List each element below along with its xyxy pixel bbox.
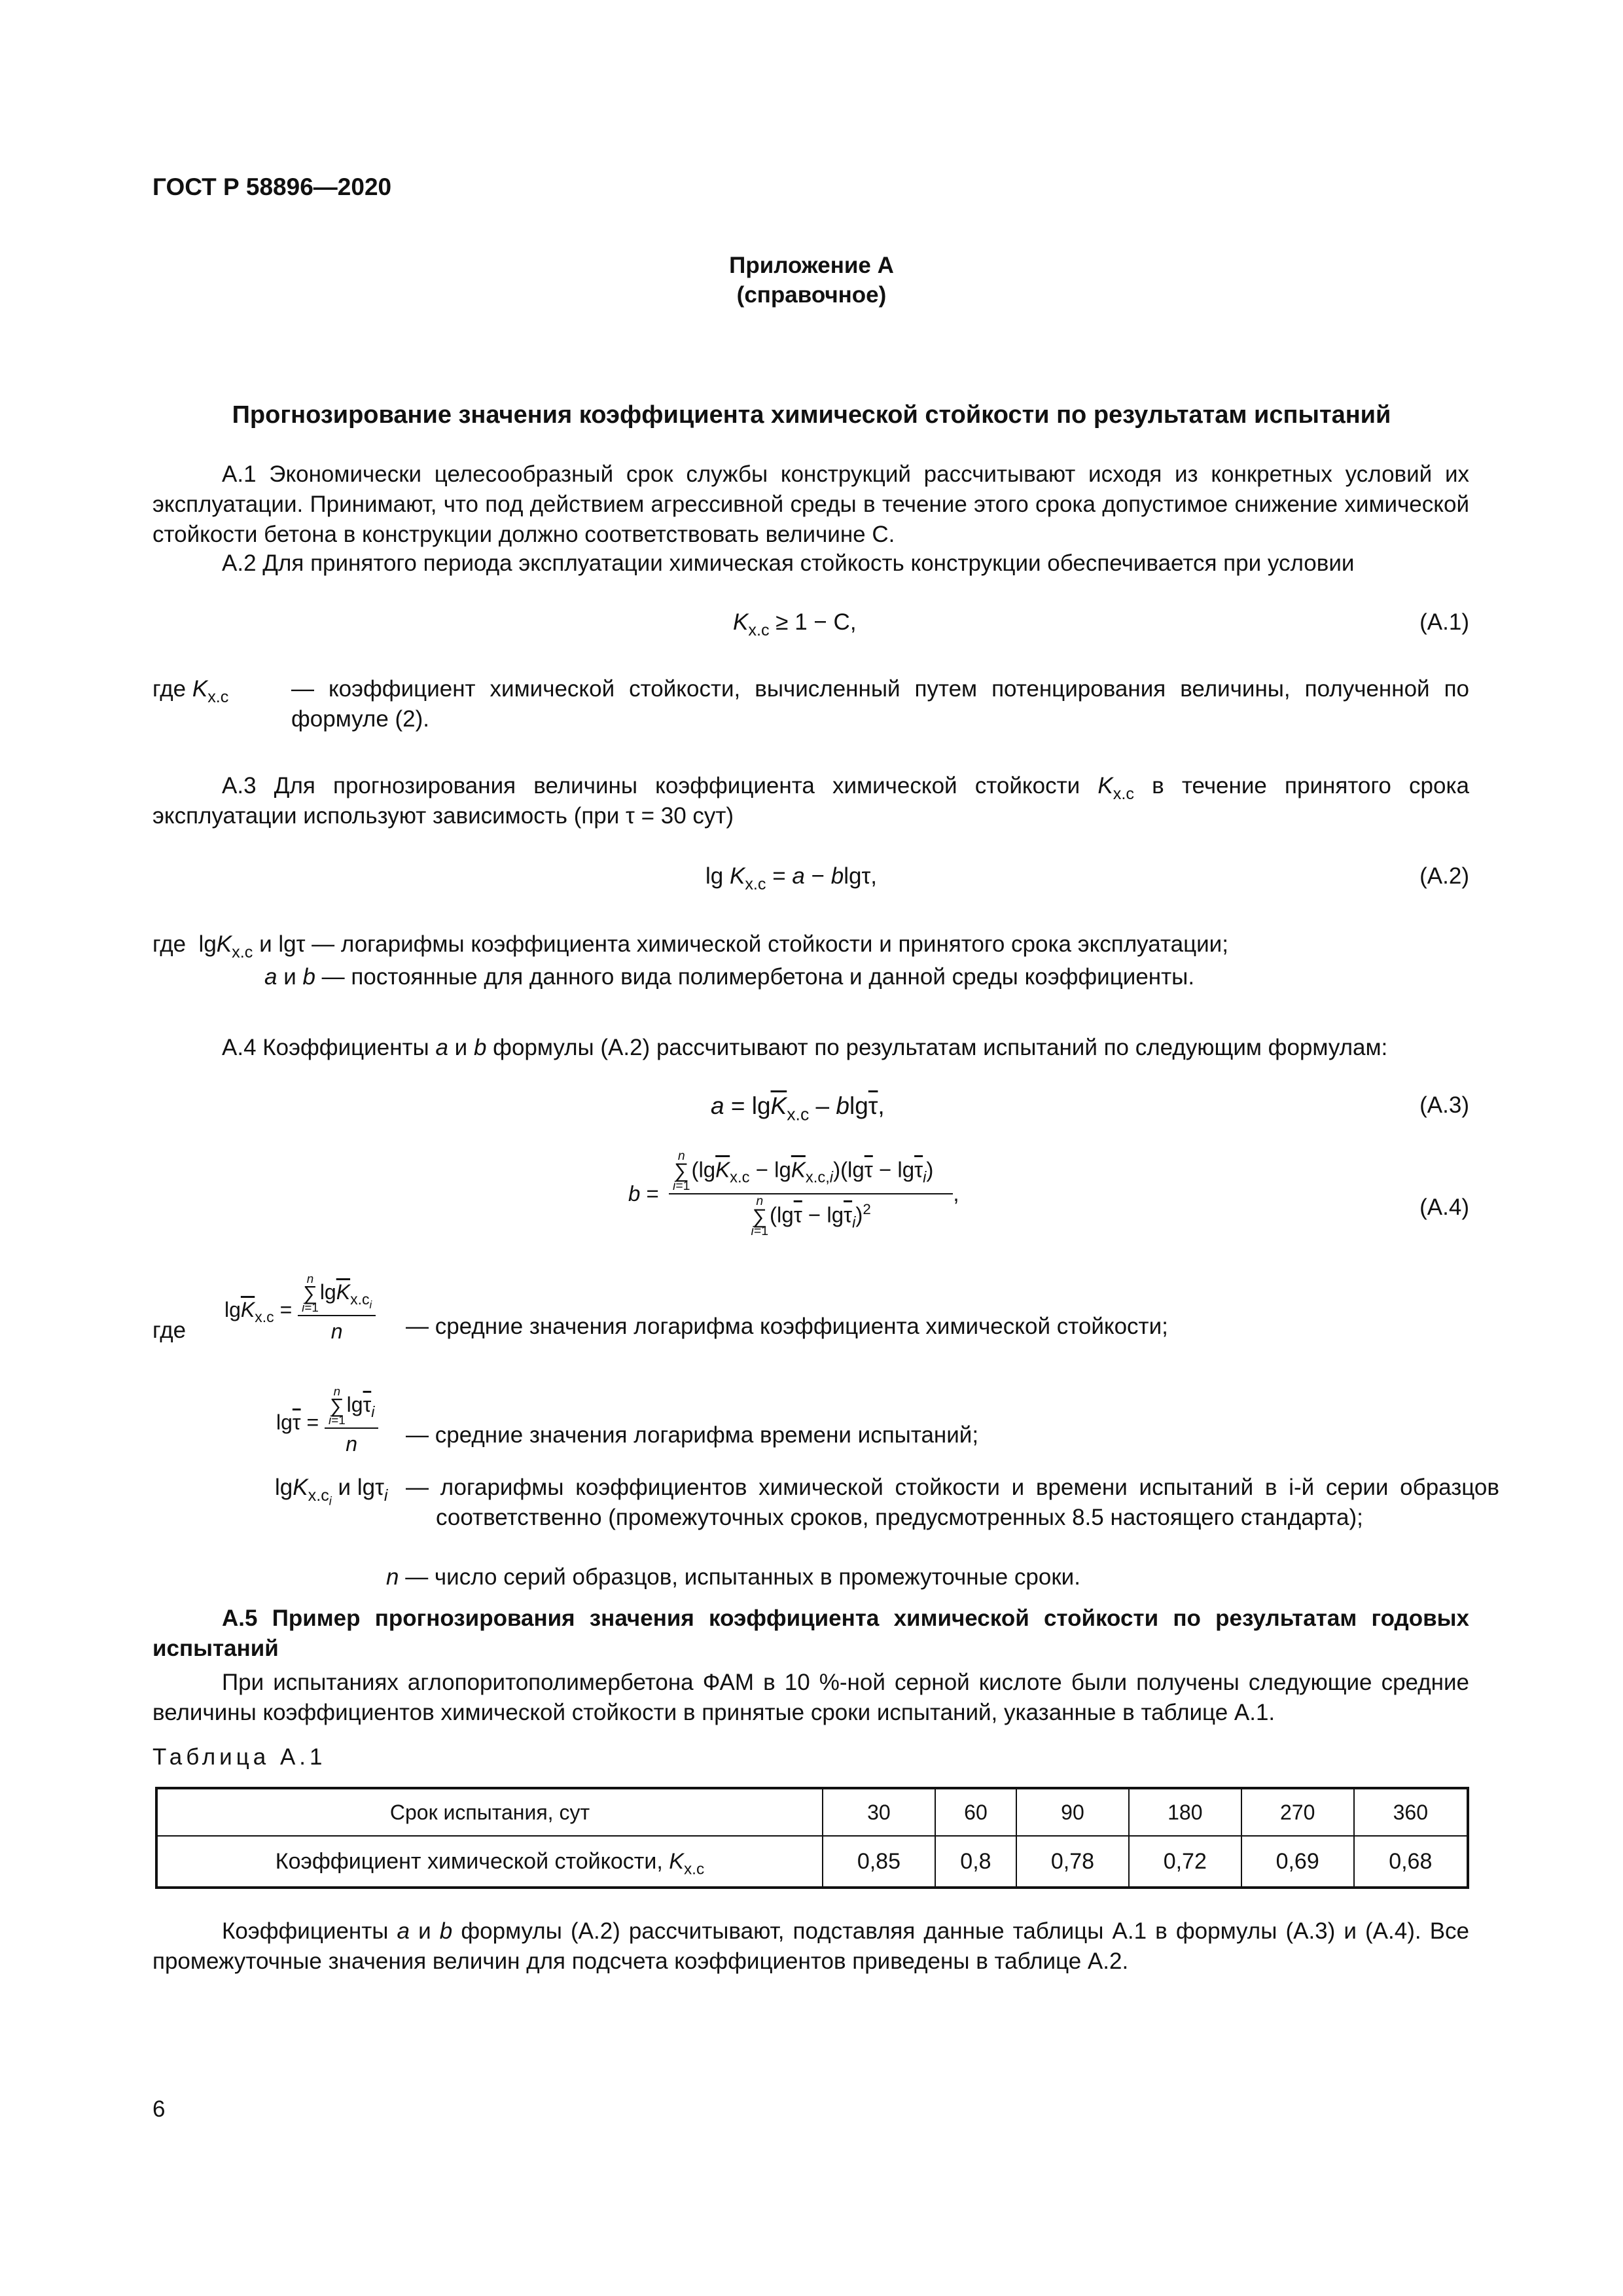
document-code: ГОСТ Р 58896—2020	[152, 173, 392, 200]
formula-subscript: х.с	[745, 874, 766, 893]
fraction: n ∑ i=1 $(\lg\overline{K}_{х.с} - \lg\overline{K}_{х.с,i})(\lg\overline{\tau} - \lg\overline{\tau}_i)$ n ∑ i=1 $(\lg\overline{\tau} - \lg\overline{\tau}_i)^2$	[669, 1151, 953, 1237]
annex-type: (справочное)	[736, 282, 887, 308]
paragraph-a4	[152, 1033, 1469, 1063]
table-cell: 0,72	[1129, 1836, 1241, 1888]
paragraph-final	[152, 1916, 1469, 1977]
clause-text: Для принятого периода эксплуатации химическая стойкость конструкции обеспечивается при условии	[262, 550, 1355, 576]
table-cell: 0,78	[1016, 1836, 1129, 1888]
table-cell: 30	[823, 1788, 935, 1836]
formula-subscript: х.с	[748, 620, 770, 639]
where-a4-item3-term: lgK$_{х.с_i}$ и lgτ$_i$	[275, 1475, 388, 1508]
table-cell: 0,69	[1241, 1836, 1354, 1888]
table-cell: 180	[1129, 1788, 1241, 1836]
table-cell: 60	[935, 1788, 1016, 1836]
paragraph-a3	[152, 771, 1469, 831]
definition-text: — постоянные для данного вида полимербетона и данной среды коэффициенты.	[321, 964, 1195, 990]
formula-label-a1: (А.1)	[1419, 609, 1469, 635]
formula-label-a4: (А.4)	[1419, 1194, 1469, 1220]
formula-symbol: K	[729, 863, 745, 889]
formula-symbol: K	[733, 609, 749, 635]
formula-symbol: a	[435, 1035, 448, 1060]
table-row	[156, 1788, 1468, 1836]
where-a1-term	[152, 674, 228, 704]
table-cell: 0,68	[1354, 1836, 1468, 1888]
formula-label-a3: (А.3)	[1419, 1092, 1469, 1118]
paragraph-a2	[152, 548, 1469, 579]
formula-symbol: a	[397, 1918, 410, 1944]
section-title: Прогнозирование значения коэффициента химической стойкости по результатам испытаний	[232, 401, 1391, 429]
clause-text: формулы (А.2) рассчитывают по результатам испытаний по следующим формулам:	[493, 1035, 1388, 1060]
where-word: где	[152, 676, 187, 702]
formula-symbol: b	[830, 863, 844, 889]
formula-text: lgτ,	[844, 863, 878, 889]
annex-title: Приложение А	[729, 253, 894, 278]
fraction: n ∑ i=1 $\lg\overline{\tau}_i$ n	[325, 1386, 378, 1458]
formula-symbol: K	[192, 676, 208, 702]
formula-text: −	[804, 863, 831, 889]
clause-text: Коэффициенты	[262, 1035, 429, 1060]
where-word: где	[152, 931, 187, 957]
formula-symbol: a	[792, 863, 805, 889]
formula-symbol: K	[216, 931, 232, 957]
clause-text: в течение принятого срока эксплуатации используют зависимость (при τ = 30 сут)	[152, 773, 1470, 829]
clause-text: и	[454, 1035, 468, 1060]
table-header-cell	[156, 1836, 823, 1888]
formula-symbol: K	[1097, 773, 1113, 798]
formula-text: ≥ 1 − C,	[769, 609, 857, 635]
formula-subscript: х.с	[683, 1860, 705, 1878]
formula-subscript: х.с	[1113, 784, 1134, 803]
where-a1-text: — коэффициент химической стойкости, вычисленный путем потенцирования величины, полученной по формуле (2).	[291, 676, 1469, 732]
formula-a2	[705, 861, 877, 891]
definition-text: — число серий образцов, испытанных в промежуточные сроки.	[405, 1564, 1080, 1590]
clause-text: Экономически целесообразный срок службы конструкций рассчитывают исходя из конкретных условий их эксплуатации. Принимают, что под действием агрессивной среды в течение этого срока допустимое снижение химической стойкости бетона в конструкции должно соответствовать величине С.	[152, 461, 1470, 548]
where-a4-item3-text: — логарифмы коэффициентов химической стойкости и времени испытаний в i-й серии образцов соответственно (промежуточных сроков, предусмотренных 8.5 настоящего стандарта);	[406, 1475, 1499, 1531]
clause-text: формулы (А.2) рассчитывают, подставляя данные таблицы А.1 в формулы (А.3) и (А.4). Все промежуточные значения величин для подсчета коэффициентов приведены в таблице А.2.	[152, 1918, 1470, 1975]
page-number: 6	[152, 2096, 166, 2122]
paragraph-a1	[152, 459, 1469, 550]
formula-a1	[733, 607, 857, 637]
table-a1	[155, 1787, 1469, 1889]
where-a4-item2-text: — средние значения логарифма времени испытаний;	[406, 1422, 979, 1448]
table-cell: 0,85	[823, 1836, 935, 1888]
formula-symbol: b	[302, 964, 315, 990]
table-caption: Таблица А.1	[152, 1744, 327, 1770]
table-header-cell: Срок испытания, сут	[156, 1788, 823, 1836]
where-a2-item2	[264, 962, 1194, 992]
formula-symbol: a	[264, 964, 277, 990]
formula-text: и lgτ	[253, 931, 306, 957]
formula-text: lg	[198, 931, 217, 957]
clause-number: А.4	[222, 1035, 257, 1060]
paragraph-a5-text: При испытаниях аглопоритополимербетона ФАМ в 10 %-ной серной кислоте были получены следующие средние величины коэффициентов химической стойкости в принятые сроки испытаний, указанные в таблице А.1.	[152, 1670, 1469, 1726]
formula-text: =	[766, 863, 793, 889]
formula-symbol: b	[439, 1918, 453, 1944]
formula-symbol: n	[386, 1564, 399, 1590]
formula-label-a2: (А.2)	[1419, 863, 1469, 889]
clause-number: А.2	[222, 550, 257, 576]
formula-symbol: b	[473, 1035, 487, 1060]
fraction: n ∑ i=1 $\lg\overline{K}_{х.с_i}$ n	[298, 1274, 376, 1346]
where-a4-formula1: $\lg\overline{K}_{х.с}$ = n ∑ i=1 $\lg\overline{K}_{х.с_i}$ n	[224, 1274, 376, 1346]
where-a2-item1	[152, 929, 1228, 960]
formula-symbol: K	[669, 1848, 684, 1874]
where-a4-item1-text: — средние значения логарифма коэффициента химической стойкости;	[406, 1314, 1168, 1339]
cell-text: Коэффициент химической стойкости,	[275, 1848, 669, 1874]
definition-text: — логарифмы коэффициента химической стойкости и принятого срока эксплуатации;	[312, 931, 1228, 957]
clause-text: Для прогнозирования величины коэффициента химической стойкости	[274, 773, 1080, 798]
table-cell: 90	[1016, 1788, 1129, 1836]
table-row	[156, 1836, 1468, 1888]
formula-text: lg	[705, 863, 730, 889]
formula-a3: $a = \lg\overline{K}_{х.с} - blg\overline{\tau}$,	[711, 1092, 885, 1124]
clause-number: А.1	[222, 461, 257, 487]
table-cell: 270	[1241, 1788, 1354, 1836]
formula-a4: b = n ∑ i=1 $(\lg\overline{K}_{х.с} - \lg\overline{K}_{х.с,i})(\lg\overline{\tau} - \lg\overline{\tau}_i)$ n ∑ i=1 $(\lg\overline{\tau} - \lg\overline{\tau}_i)^2$ ,	[628, 1149, 959, 1238]
paragraph-a5-title: А.5 Пример прогнозирования значения коэффициента химической стойкости по результатам годовых испытаний	[152, 1605, 1469, 1662]
table-cell: 360	[1354, 1788, 1468, 1836]
clause-number: А.3	[222, 773, 257, 798]
formula-text: и	[277, 964, 303, 990]
formula-subscript: х.с	[232, 942, 253, 961]
where-word: где	[152, 1318, 187, 1343]
clause-text: и	[418, 1918, 431, 1944]
where-a4-item4	[386, 1562, 1080, 1592]
where-a4-formula2: $\lg\overline{\tau}$ = n ∑ i=1 $\lg\overline{\tau}_i$ n	[276, 1386, 378, 1458]
table-cell: 0,8	[935, 1836, 1016, 1888]
clause-text: Коэффициенты	[222, 1918, 389, 1944]
formula-subscript: х.с	[207, 687, 229, 706]
